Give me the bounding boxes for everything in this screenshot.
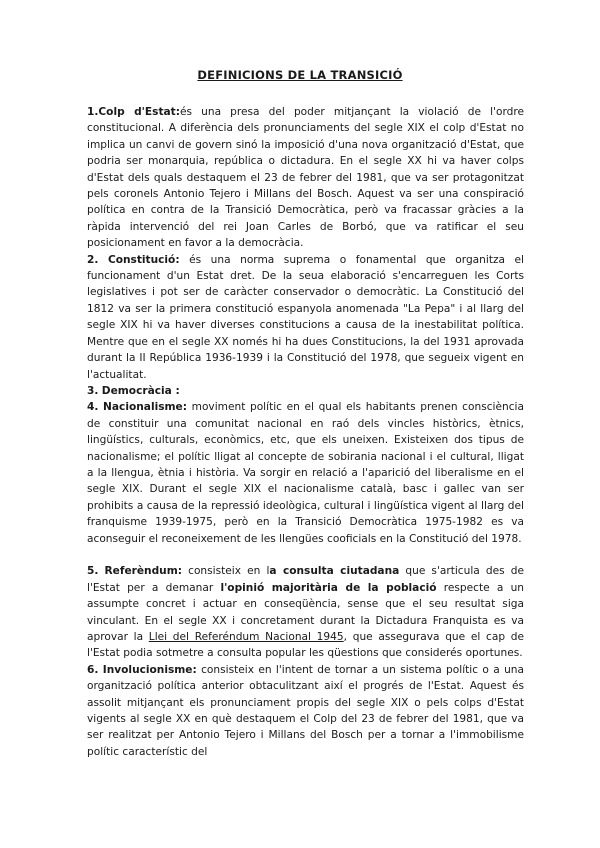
definition-term: Referèndum:	[104, 565, 183, 578]
definition-number: 2.	[87, 253, 99, 266]
definition-number: 3.	[87, 384, 99, 397]
definition-referendum	[87, 563, 524, 661]
definition-term: Nacionalisme:	[103, 401, 187, 414]
definition-text: és una presa del poder mitjançant la violació de l'ordre constitucional. A diferència dels pronunciaments del segle XIX el colp d'Estat no implica un canvi de govern sinó la imposició d'una nova organització d'Estat, que podria ser monarquia, república o dictadura. En el segle XX hi va haver colps d'Estat dels quals destaquem el 23 de febrer del 1981, que va ser protagonitzat pels coronels Antonio Tejero i Millans del Bosch. Aquest va ser una conspiració política en contra de la Transició Democràtica, però va fracassar gràcies a la ràpida intervenció del rei Joan Carles de Borbó, que va ratificar el seu posicionament en favor a la democràcia.	[87, 106, 524, 250]
definition-text: consisteix en l	[188, 565, 270, 578]
definition-democracia	[87, 383, 524, 399]
document-title: DEFINICIONS DE LA TRANSICIÓ	[197, 68, 403, 82]
definition-highlight: a consulta ciutadana	[269, 565, 400, 578]
definition-term: Democràcia :	[101, 384, 180, 397]
definition-colp-estat	[87, 104, 524, 252]
definition-text: moviment polític en el qual els habitants prenen consciència de constituir una comunitat nacional en raó dels vincles històrics, ètnics, lingüístics, culturals, econòmics, etc, que els uneixen. Existeixen dos tipus de nacionalisme; el polític lligat al concepte de sobirania nacional i el cultural, lligat a la llengua, ètnia i història. Va sorgir en relació a l'aparició del liberalisme en el segle XIX. Durant el segle XIX el nacionalisme català, basc i gallec van ser prohibits a causa de la repressió ideològica, cultural i lingüística vigent al llarg del franquisme 1939-1975, però en la Transició Democràtica 1975-1982 es va aconseguir el reconeixement de les llengües cooficials en la Constitució del 1978.	[87, 401, 524, 545]
definition-involucionisme	[87, 662, 524, 760]
definition-text: és una norma suprema o fonamental que organitza el funcionament d'un Estat dret. De la seua elaboració s'encarreguen les Corts legislatives i pot ser de caràcter conservador o democràtic. La Constitució del 1812 va ser la primera constitució espanyola anomenada "La Pepa" i al llarg del segle XIX hi va haver diverses constitucions a causa de la inestabilitat política. Mentre que en el segle XX només hi ha dues Constitucions, la del 1931 aprovada durant la II República 1936-1939 i la Constitució del 1978, que segueix vigent en l'actualitat.	[87, 253, 525, 381]
definition-number: 4.	[87, 401, 99, 414]
definition-term: Constitució:	[107, 253, 180, 266]
definition-constitucio	[87, 252, 524, 383]
definition-text: consisteix en l'intent de tornar a un sistema polític o a una organització política anterior obtaculitzant així el progrés de l'Estat. Aquest és assolit mitjançant els pronunciament propis del segle XIX o pels colps d'Estat vigents al segle XX en què destaquem el Colp del 23 de febrer del 1981, que va ser realitzat per Antonio Tejero i Millans del Bosch per a tornar a l'immobilisme polític característic del	[87, 663, 524, 758]
definition-highlight: l'opinió majoritària de la població	[220, 581, 437, 594]
definition-text: respecte a un assumpte concret i actuar en conseqüència, sense que el seu resultat siga vinculant. En el segle XX i concretament durant la Dictadura Franquista es va aprovar la	[87, 581, 524, 643]
definition-number: 1.	[87, 106, 99, 118]
definition-number: 5.	[87, 565, 99, 578]
definition-text: , que assegurava que el cap de l'Estat podia sotmetre a consulta popular les qüestions que considerés oportunes.	[87, 630, 525, 660]
definition-nacionalisme	[87, 399, 524, 547]
definition-number: 6.	[87, 663, 99, 676]
definition-term: Involucionisme:	[102, 663, 197, 676]
definition-text: que s'articula des de l'Estat per a demanar	[87, 565, 524, 594]
definition-term: Colp d'Estat	[98, 106, 176, 118]
definition-separator: :	[175, 106, 180, 118]
document-body	[87, 104, 524, 760]
law-link[interactable]: Llei del Referéndum Nacional 1945	[148, 630, 344, 643]
